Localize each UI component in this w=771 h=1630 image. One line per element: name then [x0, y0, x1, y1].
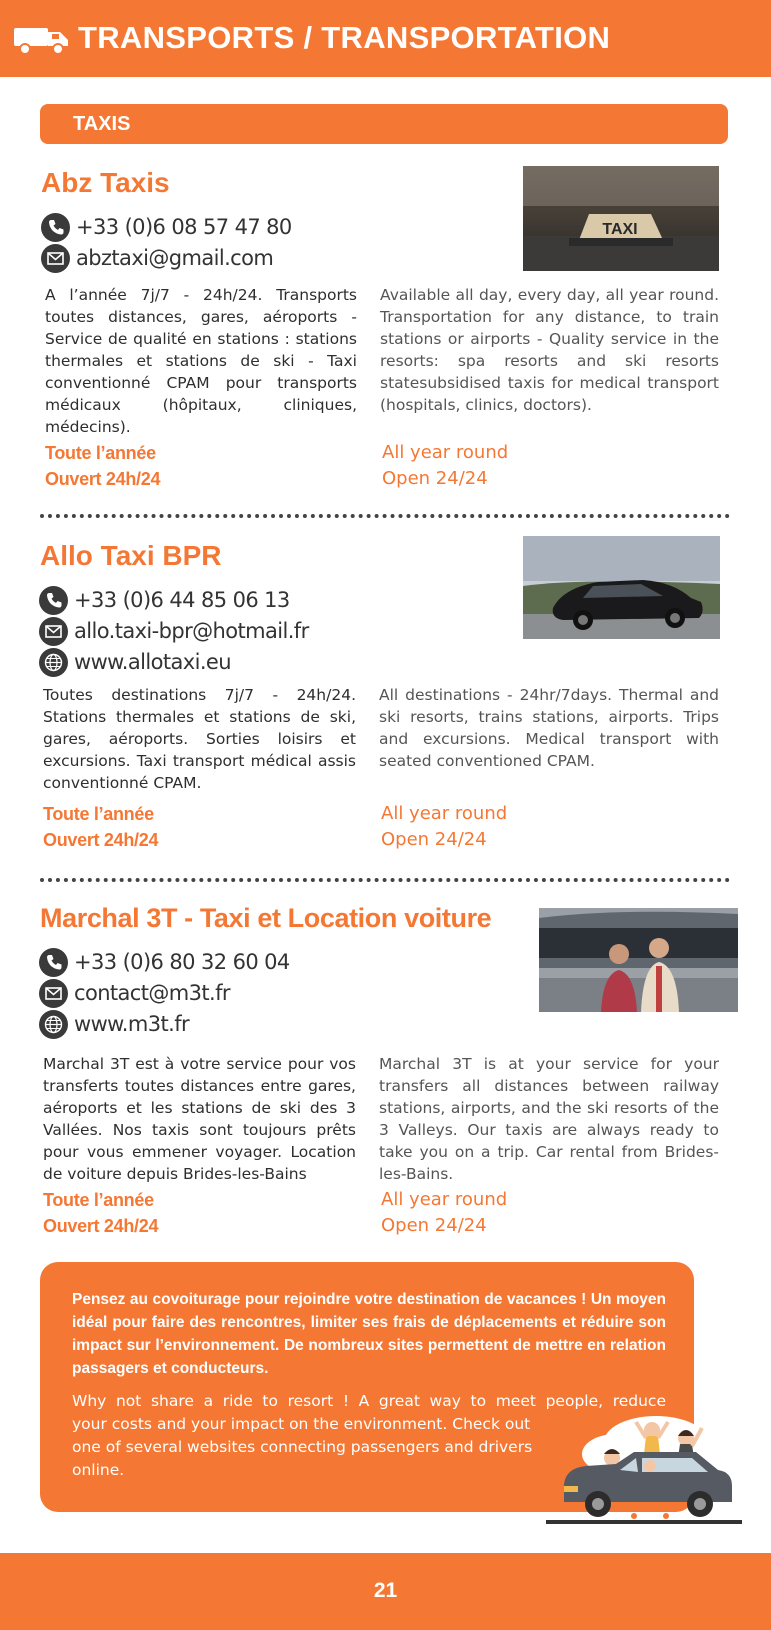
period-fr: Toute l’année	[43, 1190, 154, 1210]
email-row[interactable]	[39, 978, 230, 1008]
period-en: All year round	[381, 803, 508, 824]
globe-icon	[39, 648, 68, 677]
page-number: 21	[373, 1579, 398, 1602]
carpool-text-en-line: one of several websites connecting passengers and drivers	[72, 1438, 533, 1456]
email-icon	[39, 617, 68, 646]
divider	[40, 514, 730, 518]
email-icon	[41, 244, 70, 273]
taxi-sign-text: TAXI	[602, 221, 638, 238]
email-row[interactable]	[39, 616, 309, 646]
hours-fr: Ouvert 24h/24	[45, 469, 161, 489]
description-fr: Marchal 3T est à votre service pour vos transferts toutes distances entre gares, aéroports et les stations de ski des 3 Vallées. Nos taxis sont toujours prêts pour vous emmener voyager. Location de voiture depuis Brides-les-Bains	[43, 1055, 356, 1183]
carpool-text-en-line: Why not share a ride to resort ! A great way to meet people, reduce	[72, 1392, 666, 1410]
divider	[40, 878, 730, 882]
phone-row[interactable]	[39, 585, 290, 615]
listing-title: Allo Taxi BPR	[40, 540, 222, 571]
description-fr: A l’année 7j/7 - 24h/24. Transports toutes distances, gares, aéroports - Service de qualité en stations : stations thermales et stations de ski - Taxi conventionné CPAM pour transports médicaux (hôpitaux, cliniques, médecins).	[45, 286, 357, 436]
hours-en: Open 24/24	[381, 829, 487, 850]
hours-fr: Ouvert 24h/24	[43, 1216, 159, 1236]
carpool-callout	[40, 1262, 694, 1512]
period-en: All year round	[382, 442, 509, 463]
email-address: abztaxi@gmail.com	[76, 246, 274, 270]
carpool-text-en-line: online.	[72, 1461, 125, 1479]
drivers-photo	[539, 908, 738, 1012]
phone-number: +33 (0)6 44 85 06 13	[74, 588, 290, 612]
listing-title: Marchal 3T - Taxi et Location voiture	[40, 903, 492, 933]
description-en: Available all day, every day, all year round. Transportation for any distance, to train stations or airports - Quality service in the resorts: spa resorts and ski resorts statesubsidised taxis for medical transport (hospitals, clinics, doctors).	[380, 286, 719, 414]
phone-row[interactable]	[41, 212, 292, 242]
period-fr: Toute l’année	[43, 804, 154, 824]
hours-en: Open 24/24	[381, 1215, 487, 1236]
email-address: contact@m3t.fr	[74, 981, 230, 1005]
hours-fr: Ouvert 24h/24	[43, 830, 159, 850]
phone-row[interactable]	[39, 947, 290, 977]
page-footer	[0, 1553, 771, 1630]
period-fr: Toute l’année	[45, 443, 156, 463]
description-fr: Toutes destinations 7j/7 - 24h/24. Stations thermales et stations de ski, gares, aéroports. Sorties loisirs et excursions. Taxi transport médical assis conventionné CPAM.	[43, 686, 356, 792]
email-address: allo.taxi-bpr@hotmail.fr	[74, 619, 309, 643]
phone-number: +33 (0)6 80 32 60 04	[74, 950, 290, 974]
page-title: TRANSPORTS / TRANSPORTATION	[78, 20, 611, 55]
website-url: www.m3t.fr	[74, 1012, 190, 1036]
carpool-text-fr: Pensez au covoiturage pour rejoindre votre destination de vacances ! Un moyen idéal pour faire des rencontres, limiter ses frais de déplacements et réduire son impact sur l’environnement. De nombreux sites permettent de mettre en relation passagers et conducteurs.	[72, 1291, 666, 1377]
phone-icon	[41, 213, 70, 242]
phone-number: +33 (0)6 08 57 47 80	[76, 215, 292, 239]
description-en: Marchal 3T is at your service for your transfers all distances between railway stations, airports, and the ski resorts of the 3 Valleys. Our taxis are always ready to take you on a trip. Car rental from Brides-les-Bains.	[379, 1055, 719, 1183]
page-header	[0, 0, 771, 77]
section-tab-taxis	[40, 104, 728, 144]
truck-icon	[14, 22, 70, 56]
listing-title: Abz Taxis	[41, 167, 170, 198]
black-car-photo	[523, 536, 720, 639]
globe-icon	[39, 1010, 68, 1039]
email-icon	[39, 979, 68, 1008]
website-url: www.allotaxi.eu	[74, 650, 231, 674]
section-label: TAXIS	[73, 113, 131, 135]
phone-icon	[39, 948, 68, 977]
hours-en: Open 24/24	[382, 468, 488, 489]
email-row[interactable]	[41, 243, 273, 273]
taxi-sign-photo	[523, 166, 719, 271]
website-row[interactable]	[39, 1009, 189, 1039]
carpool-car-illustration	[546, 1412, 746, 1532]
description-en: All destinations - 24hr/7days. Thermal and ski resorts, trains stations, airports. Trips and excursions. Medical transport with seated conventioned CPAM.	[379, 686, 719, 770]
period-en: All year round	[381, 1189, 508, 1210]
website-row[interactable]	[39, 647, 231, 677]
phone-icon	[39, 586, 68, 615]
carpool-text-en-line: your costs and your impact on the environment. Check out	[72, 1415, 531, 1433]
